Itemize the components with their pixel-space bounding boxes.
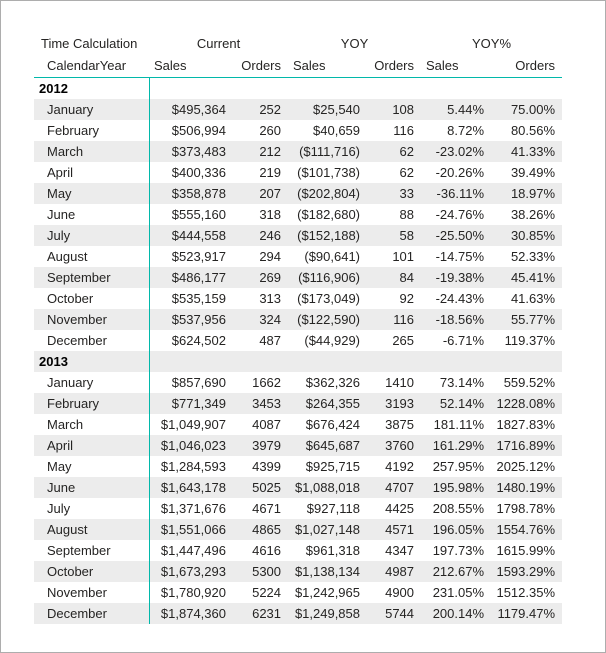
yoy-orders-cell: 4192 xyxy=(385,459,415,474)
yoy-orders-cell: 116 xyxy=(393,123,415,138)
column-header-current-sales[interactable]: Sales xyxy=(149,54,233,78)
month-row-header[interactable]: May xyxy=(34,456,149,477)
current-orders-cell: 4616 xyxy=(252,543,282,558)
month-row xyxy=(34,414,562,435)
month-row xyxy=(34,456,562,477)
yoy-pct-sales-cell: 208.55% xyxy=(432,501,485,516)
yoy-pct-orders-cell: 1615.99% xyxy=(496,543,556,558)
month-row-header[interactable]: October xyxy=(34,288,149,309)
month-row-header[interactable]: November xyxy=(34,582,149,603)
month-row xyxy=(34,372,562,393)
yoy-orders-cell: 62 xyxy=(399,165,415,180)
current-orders-cell: 5300 xyxy=(252,564,282,579)
month-row xyxy=(34,141,562,162)
yoy-orders-cell: 3760 xyxy=(385,438,415,453)
yoy-orders-cell: 1410 xyxy=(385,375,415,390)
current-orders-cell: 324 xyxy=(259,312,282,327)
month-row xyxy=(34,498,562,519)
yoy-sales-cell: $927,118 xyxy=(306,501,361,516)
current-sales-cell: $535,159 xyxy=(171,291,226,306)
current-sales-cell: $1,447,496 xyxy=(160,543,226,558)
yoy-orders-cell: 92 xyxy=(399,291,415,306)
month-row xyxy=(34,288,562,309)
yoy-pct-sales-cell: -25.50% xyxy=(435,228,485,243)
month-row xyxy=(34,309,562,330)
month-row xyxy=(34,246,562,267)
yoy-pct-sales-cell: 200.14% xyxy=(432,606,485,621)
row-header-label-calendaryear[interactable]: CalendarYear xyxy=(34,54,149,78)
column-header-yoy-orders[interactable]: Orders xyxy=(367,54,421,78)
yoy-orders-cell: 4347 xyxy=(385,543,415,558)
yoy-pct-sales-cell: -14.75% xyxy=(435,249,485,264)
yoy-pct-sales-cell: 181.11% xyxy=(433,417,485,432)
yoy-pct-orders-cell: 30.85% xyxy=(510,228,556,243)
current-sales-cell: $358,878 xyxy=(171,186,226,201)
current-sales-cell: $1,780,920 xyxy=(160,585,226,600)
current-orders-cell: 5025 xyxy=(252,480,282,495)
current-orders-cell: 6231 xyxy=(252,606,282,621)
yoy-sales-cell: $1,138,134 xyxy=(294,564,361,579)
month-row xyxy=(34,225,562,246)
yoy-pct-orders-cell xyxy=(491,78,562,100)
yoy-orders-cell: 33 xyxy=(399,186,415,201)
month-row xyxy=(34,204,562,225)
yoy-sales-cell: $1,242,965 xyxy=(294,585,361,600)
yoy-pct-sales-cell: -18.56% xyxy=(435,312,485,327)
matrix-body xyxy=(34,78,562,625)
month-row-header[interactable]: March xyxy=(34,141,149,162)
current-sales-cell: $537,956 xyxy=(171,312,226,327)
yoy-orders-cell: 4425 xyxy=(385,501,415,516)
yoy-pct-orders-cell xyxy=(491,351,562,372)
month-row-header[interactable]: December xyxy=(34,603,149,624)
current-orders-cell: 3979 xyxy=(252,438,282,453)
yoy-sales-cell: ($202,804) xyxy=(297,186,361,201)
current-sales-cell: $1,874,360 xyxy=(160,606,226,621)
month-row xyxy=(34,519,562,540)
month-row xyxy=(34,540,562,561)
yoy-pct-orders-cell: 39.49% xyxy=(510,165,556,180)
current-orders-cell: 318 xyxy=(259,207,282,222)
yoy-pct-orders-cell: 1228.08% xyxy=(496,396,556,411)
yoy-sales-cell: ($90,641) xyxy=(304,249,361,264)
year-row xyxy=(34,78,562,100)
corner-header-time-calculation[interactable]: Time Calculation xyxy=(41,35,138,51)
yoy-orders-cell: 116 xyxy=(393,312,415,327)
matrix-header xyxy=(34,32,562,78)
current-orders-cell xyxy=(233,351,288,372)
month-row xyxy=(34,183,562,204)
yoy-sales-cell: ($116,906) xyxy=(298,270,361,285)
year-row xyxy=(34,351,562,372)
current-orders-cell: 4399 xyxy=(252,459,282,474)
month-row-header[interactable]: June xyxy=(34,477,149,498)
month-row xyxy=(34,99,562,120)
yoy-pct-sales-cell: -24.76% xyxy=(435,207,485,222)
current-sales-cell: $624,502 xyxy=(171,333,226,348)
group-header-row xyxy=(34,32,562,54)
month-row-header[interactable]: February xyxy=(34,120,149,141)
year-row-header[interactable]: 2013 xyxy=(34,351,149,372)
current-orders-cell: 4865 xyxy=(252,522,282,537)
yoy-sales-cell: $264,355 xyxy=(305,396,361,411)
yoy-pct-sales-cell: 8.72% xyxy=(447,123,485,138)
yoy-sales-cell: $676,424 xyxy=(305,417,361,432)
yoy-pct-sales-cell: 197.73% xyxy=(432,543,485,558)
yoy-pct-orders-cell: 1798.78% xyxy=(496,501,556,516)
yoy-orders-cell: 88 xyxy=(399,207,415,222)
yoy-orders-cell xyxy=(367,78,421,100)
current-orders-cell: 313 xyxy=(259,291,282,306)
yoy-sales-cell: $1,027,148 xyxy=(294,522,361,537)
group-header-current[interactable]: Current xyxy=(196,35,241,51)
year-row-header[interactable]: 2012 xyxy=(34,78,149,100)
current-sales-cell: $486,177 xyxy=(171,270,226,285)
yoy-orders-cell: 3875 xyxy=(385,417,415,432)
column-header-current-orders[interactable]: Orders xyxy=(233,54,288,78)
yoy-orders-cell: 5744 xyxy=(385,606,415,621)
yoy-pct-orders-cell: 1716.89% xyxy=(496,438,556,453)
yoy-orders-cell xyxy=(367,351,421,372)
yoy-sales-cell: ($101,738) xyxy=(297,165,361,180)
current-sales-cell: $506,994 xyxy=(171,123,226,138)
current-orders-cell: 246 xyxy=(259,228,282,243)
yoy-orders-cell: 62 xyxy=(399,144,415,159)
current-sales-cell: $495,364 xyxy=(171,102,226,117)
yoy-pct-sales-cell: 231.05% xyxy=(432,585,485,600)
month-row-header[interactable]: January xyxy=(34,99,149,120)
yoy-orders-cell: 3193 xyxy=(385,396,415,411)
current-orders-cell: 1662 xyxy=(252,375,282,390)
current-orders-cell: 212 xyxy=(259,144,282,159)
month-row-header[interactable]: July xyxy=(34,225,149,246)
yoy-orders-cell: 84 xyxy=(399,270,415,285)
yoy-pct-orders-cell: 80.56% xyxy=(510,123,556,138)
current-sales-cell: $1,643,178 xyxy=(160,480,226,495)
month-row xyxy=(34,330,562,351)
month-row xyxy=(34,582,562,603)
yoy-pct-sales-cell: -6.71% xyxy=(442,333,485,348)
current-sales-cell: $1,049,907 xyxy=(160,417,226,432)
yoy-pct-sales-cell: 196.05% xyxy=(432,522,485,537)
current-orders-cell: 252 xyxy=(259,102,282,117)
yoy-pct-sales-cell: 161.29% xyxy=(432,438,485,453)
yoy-pct-orders-cell: 45.41% xyxy=(510,270,556,285)
yoy-sales-cell: ($122,590) xyxy=(297,312,361,327)
column-header-yoy-sales[interactable]: Sales xyxy=(288,54,367,78)
yoy-pct-sales-cell: 52.14% xyxy=(439,396,485,411)
month-row-header[interactable]: September xyxy=(34,267,149,288)
yoy-orders-cell: 101 xyxy=(392,249,415,264)
month-row xyxy=(34,267,562,288)
yoy-sales-cell: $1,088,018 xyxy=(294,480,361,495)
yoy-pct-sales-cell: -23.02% xyxy=(435,144,485,159)
current-orders-cell: 260 xyxy=(259,123,282,138)
yoy-orders-cell: 4707 xyxy=(385,480,415,495)
current-sales-cell: $523,917 xyxy=(171,249,226,264)
month-row xyxy=(34,393,562,414)
current-sales-cell: $1,551,066 xyxy=(160,522,226,537)
month-row-header[interactable]: December xyxy=(34,330,149,351)
month-row xyxy=(34,477,562,498)
current-sales-cell: $1,046,023 xyxy=(160,438,226,453)
yoy-sales-cell: $645,687 xyxy=(305,438,361,453)
current-orders-cell xyxy=(233,78,288,100)
yoy-pct-sales-cell: 195.98% xyxy=(432,480,485,495)
yoy-sales-cell xyxy=(288,351,367,372)
yoy-pct-orders-cell: 559.52% xyxy=(503,375,556,390)
month-row xyxy=(34,435,562,456)
current-sales-cell: $771,349 xyxy=(171,396,226,411)
yoy-pct-orders-cell: 18.97% xyxy=(510,186,556,201)
yoy-pct-orders-cell: 1827.83% xyxy=(496,417,556,432)
month-row-header[interactable]: September xyxy=(34,540,149,561)
yoy-orders-cell: 108 xyxy=(392,102,415,117)
month-row-header[interactable]: February xyxy=(34,393,149,414)
yoy-pct-sales-cell: 5.44% xyxy=(447,102,485,117)
current-sales-cell: $857,690 xyxy=(171,375,226,390)
month-row xyxy=(34,120,562,141)
current-sales-cell: $1,284,593 xyxy=(160,459,226,474)
month-row xyxy=(34,162,562,183)
yoy-sales-cell xyxy=(288,78,367,100)
yoy-pct-orders-cell: 75.00% xyxy=(510,102,556,117)
month-row-header[interactable]: October xyxy=(34,561,149,582)
month-row-header[interactable]: January xyxy=(34,372,149,393)
current-orders-cell: 5224 xyxy=(252,585,282,600)
yoy-sales-cell: $362,326 xyxy=(305,375,361,390)
yoy-pct-sales-cell: -19.38% xyxy=(435,270,485,285)
yoy-pct-orders-cell: 41.33% xyxy=(510,144,556,159)
current-sales-cell: $444,558 xyxy=(171,228,226,243)
yoy-pct-orders-cell: 1480.19% xyxy=(496,480,556,495)
yoy-sales-cell: ($182,680) xyxy=(297,207,361,222)
matrix-table xyxy=(34,32,562,624)
current-sales-cell xyxy=(149,351,233,372)
yoy-orders-cell: 4987 xyxy=(385,564,415,579)
yoy-pct-sales-cell: 73.14% xyxy=(439,375,485,390)
current-orders-cell: 269 xyxy=(259,270,282,285)
yoy-pct-sales-cell: -24.43% xyxy=(435,291,485,306)
current-sales-cell: $400,336 xyxy=(171,165,226,180)
yoy-orders-cell: 58 xyxy=(399,228,415,243)
current-sales-cell: $373,483 xyxy=(171,144,226,159)
yoy-pct-sales-cell: 212.67% xyxy=(432,564,485,579)
yoy-pct-orders-cell: 55.77% xyxy=(510,312,556,327)
yoy-pct-sales-cell xyxy=(421,78,491,100)
yoy-pct-orders-cell: 119.37% xyxy=(504,333,556,348)
yoy-pct-orders-cell: 38.26% xyxy=(510,207,556,222)
yoy-pct-orders-cell: 1554.76% xyxy=(496,522,556,537)
month-row-header[interactable]: November xyxy=(34,309,149,330)
yoy-sales-cell: $961,318 xyxy=(305,543,361,558)
yoy-sales-cell: $925,715 xyxy=(305,459,361,474)
month-row-header[interactable]: July xyxy=(34,498,149,519)
yoy-sales-cell: ($44,929) xyxy=(304,333,361,348)
month-row xyxy=(34,561,562,582)
group-header-yoy[interactable]: YOY xyxy=(340,35,369,51)
yoy-pct-sales-cell: -20.26% xyxy=(435,165,485,180)
yoy-sales-cell: $1,249,858 xyxy=(294,606,361,621)
yoy-sales-cell: ($152,188) xyxy=(297,228,361,243)
month-row-header[interactable]: August xyxy=(34,246,149,267)
yoy-pct-sales-cell xyxy=(421,351,491,372)
measure-header-row xyxy=(34,54,562,78)
month-row-header[interactable]: June xyxy=(34,204,149,225)
yoy-sales-cell: ($173,049) xyxy=(297,291,361,306)
yoy-pct-orders-cell: 2025.12% xyxy=(496,459,556,474)
yoy-pct-orders-cell: 41.63% xyxy=(510,291,556,306)
month-row-header[interactable]: May xyxy=(34,183,149,204)
column-header-yoy-pct-sales[interactable]: Sales xyxy=(421,54,491,78)
current-orders-cell: 4671 xyxy=(252,501,282,516)
column-header-yoy-pct-orders[interactable]: Orders xyxy=(491,54,562,78)
current-sales-cell xyxy=(149,78,233,100)
yoy-sales-cell: ($111,716) xyxy=(299,144,361,159)
current-sales-cell: $555,160 xyxy=(171,207,226,222)
yoy-pct-orders-cell: 52.33% xyxy=(510,249,556,264)
month-row-header[interactable]: April xyxy=(34,435,149,456)
current-orders-cell: 294 xyxy=(259,249,282,264)
current-orders-cell: 219 xyxy=(259,165,282,180)
current-sales-cell: $1,371,676 xyxy=(160,501,226,516)
month-row-header[interactable]: March xyxy=(34,414,149,435)
current-orders-cell: 4087 xyxy=(252,417,282,432)
yoy-pct-sales-cell: -36.11% xyxy=(436,186,485,201)
current-orders-cell: 3453 xyxy=(252,396,282,411)
current-orders-cell: 487 xyxy=(259,333,282,348)
yoy-pct-orders-cell: 1179.47% xyxy=(497,606,556,621)
yoy-pct-orders-cell: 1512.35% xyxy=(496,585,556,600)
yoy-sales-cell: $40,659 xyxy=(313,123,361,138)
yoy-sales-cell: $25,540 xyxy=(313,102,361,117)
current-sales-cell: $1,673,293 xyxy=(160,564,226,579)
yoy-pct-sales-cell: 257.95% xyxy=(432,459,485,474)
current-orders-cell: 207 xyxy=(259,186,282,201)
yoy-orders-cell: 4571 xyxy=(385,522,415,537)
yoy-orders-cell: 265 xyxy=(392,333,415,348)
month-row-header[interactable]: April xyxy=(34,162,149,183)
group-header-yoy-pct[interactable]: YOY% xyxy=(472,35,512,51)
yoy-pct-orders-cell: 1593.29% xyxy=(496,564,556,579)
month-row-header[interactable]: August xyxy=(34,519,149,540)
yoy-orders-cell: 4900 xyxy=(385,585,415,600)
month-row xyxy=(34,603,562,624)
